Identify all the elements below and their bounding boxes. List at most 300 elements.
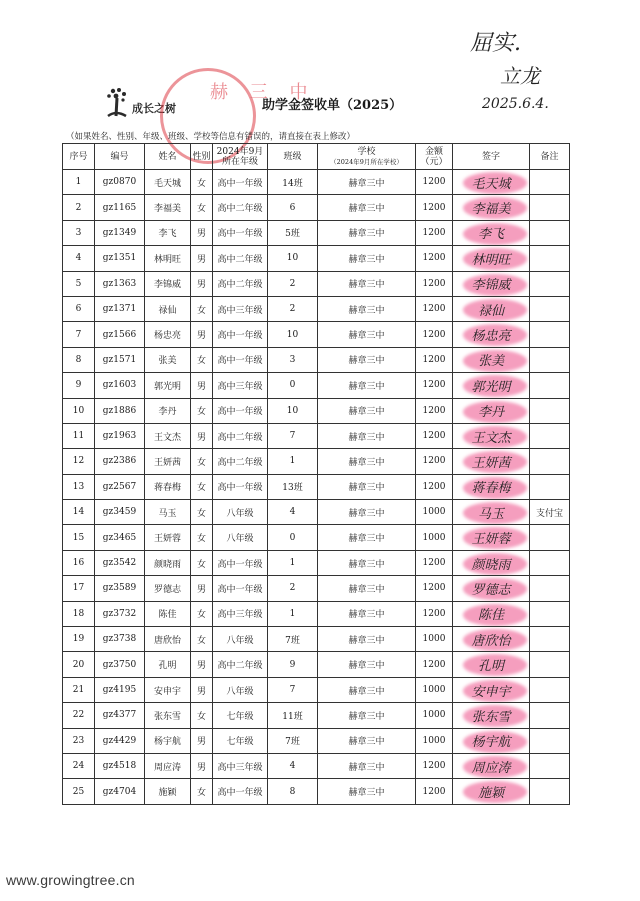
cell-class: 4 [268, 500, 318, 525]
header-school-bottom: （2024年9月所在学校） [330, 157, 403, 166]
signature-cell [453, 474, 530, 499]
cell-name: 王妍茜 [145, 449, 191, 474]
cell-remark [530, 550, 570, 575]
cell-gender: 女 [191, 525, 213, 550]
cell-gender: 男 [191, 677, 213, 702]
cell-school: 赫章三中 [318, 220, 416, 245]
cell-gender: 男 [191, 423, 213, 448]
signature-cell [453, 500, 530, 525]
cell-grade: 八年级 [213, 627, 268, 652]
cell-gender: 女 [191, 195, 213, 220]
cell-remark [530, 728, 570, 753]
cell-no: 3 [63, 220, 95, 245]
cell-name: 安申宇 [145, 677, 191, 702]
table-row [63, 728, 570, 753]
cell-grade: 七年级 [213, 703, 268, 728]
cell-gender: 女 [191, 500, 213, 525]
table-row [63, 753, 570, 778]
cell-remark [530, 753, 570, 778]
cell-remark [530, 449, 570, 474]
handwritten-signature: 王妍茜 [471, 455, 511, 471]
cell-amount: 1200 [416, 296, 453, 321]
cell-remark [530, 703, 570, 728]
handwritten-signature: 罗德志 [471, 582, 511, 598]
cell-grade: 高中三年级 [213, 601, 268, 626]
cell-school: 赫章三中 [318, 322, 416, 347]
cell-amount: 1200 [416, 652, 453, 677]
cell-remark [530, 779, 570, 804]
cell-gender: 女 [191, 347, 213, 372]
cell-amount: 1000 [416, 703, 453, 728]
cell-class: 7班 [268, 728, 318, 753]
handwritten-signature: 颜晓雨 [471, 557, 511, 573]
table-row [63, 246, 570, 271]
cell-no: 15 [63, 525, 95, 550]
cell-code: gz1886 [95, 398, 145, 423]
cell-name: 陈佳 [145, 601, 191, 626]
cell-school: 赫章三中 [318, 652, 416, 677]
header-amount-bottom: （元） [420, 156, 448, 167]
cell-name: 李福美 [145, 195, 191, 220]
cell-amount: 1200 [416, 220, 453, 245]
cell-remark [530, 652, 570, 677]
cell-class: 2 [268, 271, 318, 296]
cell-gender: 女 [191, 296, 213, 321]
cell-code: gz4377 [95, 703, 145, 728]
handwritten-signature: 王妍蓉 [471, 532, 511, 548]
cell-grade: 高中三年级 [213, 373, 268, 398]
cell-amount: 1000 [416, 525, 453, 550]
cell-code: gz1963 [95, 423, 145, 448]
table-row [63, 500, 570, 525]
cell-grade: 高中一年级 [213, 779, 268, 804]
table-row [63, 652, 570, 677]
cell-code: gz3542 [95, 550, 145, 575]
cell-no: 1 [63, 170, 95, 195]
cell-amount: 1200 [416, 322, 453, 347]
handwritten-signature: 禄仙 [477, 303, 504, 319]
signature-cell [453, 373, 530, 398]
cell-remark [530, 677, 570, 702]
cell-school: 赫章三中 [318, 550, 416, 575]
handwritten-signature: 马玉 [477, 506, 504, 522]
cell-code: gz1363 [95, 271, 145, 296]
cell-name: 林明旺 [145, 246, 191, 271]
handwritten-signature: 杨忠亮 [471, 329, 511, 345]
cell-name: 杨宇航 [145, 728, 191, 753]
table-row [63, 474, 570, 499]
cell-code: gz3732 [95, 601, 145, 626]
cell-code: gz1566 [95, 322, 145, 347]
cell-amount: 1200 [416, 170, 453, 195]
cell-no: 17 [63, 576, 95, 601]
cell-school: 赫章三中 [318, 449, 416, 474]
cell-name: 杨忠亮 [145, 322, 191, 347]
cell-grade: 高中三年级 [213, 753, 268, 778]
cell-school: 赫章三中 [318, 423, 416, 448]
cell-school: 赫章三中 [318, 347, 416, 372]
signature-cell [453, 753, 530, 778]
cell-remark [530, 601, 570, 626]
cell-code: gz1165 [95, 195, 145, 220]
cell-amount: 1200 [416, 271, 453, 296]
table-row [63, 170, 570, 195]
handwritten-signature: 张美 [477, 354, 504, 370]
header-class: 班级 [268, 144, 318, 170]
cell-class: 10 [268, 246, 318, 271]
cell-class: 2 [268, 576, 318, 601]
signature-cell [453, 728, 530, 753]
header-gender: 性别 [191, 144, 213, 170]
cell-code: gz4195 [95, 677, 145, 702]
table-row [63, 601, 570, 626]
cell-school: 赫章三中 [318, 525, 416, 550]
cell-school: 赫章三中 [318, 576, 416, 601]
cell-code: gz3750 [95, 652, 145, 677]
signature-cell [453, 398, 530, 423]
cell-grade: 高中一年级 [213, 474, 268, 499]
table-row [63, 296, 570, 321]
header-grade-bottom: 所在年级 [221, 156, 258, 167]
cell-remark [530, 525, 570, 550]
cell-name: 王文杰 [145, 423, 191, 448]
cell-grade: 高中一年级 [213, 170, 268, 195]
signature-cell [453, 601, 530, 626]
cell-amount: 1200 [416, 423, 453, 448]
cell-gender: 男 [191, 373, 213, 398]
cell-name: 李丹 [145, 398, 191, 423]
cell-grade: 高中一年级 [213, 550, 268, 575]
cell-grade: 高中一年级 [213, 347, 268, 372]
table-row [63, 347, 570, 372]
cell-amount: 1000 [416, 728, 453, 753]
cell-class: 7 [268, 677, 318, 702]
official-seal-text: 赫 三 中 [210, 82, 316, 103]
cell-remark [530, 373, 570, 398]
table-row [63, 322, 570, 347]
cell-remark [530, 474, 570, 499]
cell-code: gz1603 [95, 373, 145, 398]
cell-amount: 1000 [416, 677, 453, 702]
cell-school: 赫章三中 [318, 373, 416, 398]
cell-gender: 女 [191, 170, 213, 195]
header-no: 序号 [63, 144, 95, 170]
cell-school: 赫章三中 [318, 246, 416, 271]
instruction-text: （如果姓名、性别、年级、班级、学校等信息有错误的，请直接在表上修改） [66, 132, 356, 142]
cell-code: gz1571 [95, 347, 145, 372]
cell-no: 24 [63, 753, 95, 778]
handwritten-signature: 王文杰 [471, 430, 511, 446]
cell-class: 3 [268, 347, 318, 372]
signature-cell [453, 246, 530, 271]
cell-gender: 女 [191, 779, 213, 804]
signature-cell [453, 220, 530, 245]
cell-school: 赫章三中 [318, 779, 416, 804]
cell-code: gz3738 [95, 627, 145, 652]
table-row [63, 576, 570, 601]
cell-name: 李飞 [145, 220, 191, 245]
cell-amount: 1000 [416, 500, 453, 525]
cell-no: 21 [63, 677, 95, 702]
cell-class: 7班 [268, 627, 318, 652]
cell-grade: 七年级 [213, 728, 268, 753]
table-row [63, 525, 570, 550]
handwritten-signature: 唐欣怡 [471, 633, 511, 649]
cell-remark: 支付宝 [530, 500, 570, 525]
cell-gender: 女 [191, 550, 213, 575]
cell-amount: 1200 [416, 753, 453, 778]
cell-name: 蒋春梅 [145, 474, 191, 499]
cell-class: 0 [268, 525, 318, 550]
document-title: 助学金签收单（2025） [262, 98, 403, 113]
cell-no: 13 [63, 474, 95, 499]
cell-gender: 男 [191, 576, 213, 601]
cell-no: 23 [63, 728, 95, 753]
handwritten-signature: 陈佳 [477, 608, 504, 624]
cell-remark [530, 296, 570, 321]
signature-cell [453, 170, 530, 195]
cell-name: 毛天城 [145, 170, 191, 195]
table-header-row [63, 144, 570, 170]
handwritten-signature: 林明旺 [471, 252, 511, 268]
signature-cell [453, 423, 530, 448]
cell-no: 5 [63, 271, 95, 296]
cell-gender: 女 [191, 398, 213, 423]
cell-amount: 1200 [416, 576, 453, 601]
cell-name: 禄仙 [145, 296, 191, 321]
table-row [63, 220, 570, 245]
handwritten-signature: 蒋春梅 [471, 481, 511, 497]
cell-gender: 女 [191, 627, 213, 652]
receipt-table [62, 143, 570, 805]
cell-school: 赫章三中 [318, 271, 416, 296]
table-body [63, 170, 570, 805]
signature-cell [453, 347, 530, 372]
cell-amount: 1200 [416, 449, 453, 474]
cell-remark [530, 170, 570, 195]
cell-amount: 1200 [416, 474, 453, 499]
handwritten-signature: 李福美 [471, 202, 511, 218]
cell-class: 10 [268, 322, 318, 347]
cell-name: 施颖 [145, 779, 191, 804]
cell-no: 22 [63, 703, 95, 728]
header-school-top: 学校 [357, 146, 376, 157]
handwritten-signature: 李丹 [477, 405, 504, 421]
table-row [63, 449, 570, 474]
signature-cell [453, 525, 530, 550]
cell-gender: 男 [191, 220, 213, 245]
cell-grade: 八年级 [213, 525, 268, 550]
cell-code: gz3465 [95, 525, 145, 550]
cell-no: 20 [63, 652, 95, 677]
cell-name: 唐欣怡 [145, 627, 191, 652]
cell-amount: 1200 [416, 373, 453, 398]
cell-class: 14班 [268, 170, 318, 195]
cell-name: 周应涛 [145, 753, 191, 778]
cell-gender: 男 [191, 728, 213, 753]
cell-school: 赫章三中 [318, 601, 416, 626]
cell-grade: 高中三年级 [213, 296, 268, 321]
cell-grade: 高中二年级 [213, 271, 268, 296]
cell-name: 张美 [145, 347, 191, 372]
tree-icon [104, 86, 130, 120]
cell-code: gz2567 [95, 474, 145, 499]
handwritten-signature: 周应涛 [471, 760, 511, 776]
table-row [63, 195, 570, 220]
cell-school: 赫章三中 [318, 170, 416, 195]
cell-name: 孔明 [145, 652, 191, 677]
cell-remark [530, 398, 570, 423]
cell-grade: 高中一年级 [213, 576, 268, 601]
table-row [63, 550, 570, 575]
cell-amount: 1200 [416, 195, 453, 220]
cell-school: 赫章三中 [318, 728, 416, 753]
cell-code: gz4704 [95, 779, 145, 804]
cell-class: 0 [268, 373, 318, 398]
cell-grade: 高中二年级 [213, 195, 268, 220]
handwritten-signature: 安申宇 [471, 684, 511, 700]
cell-name: 马玉 [145, 500, 191, 525]
signature-cell [453, 677, 530, 702]
cell-school: 赫章三中 [318, 398, 416, 423]
handwritten-signature: 孔明 [477, 659, 504, 675]
cell-grade: 高中二年级 [213, 246, 268, 271]
cell-class: 9 [268, 652, 318, 677]
cell-code: gz1371 [95, 296, 145, 321]
cell-class: 1 [268, 601, 318, 626]
header-school [318, 144, 416, 170]
cell-class: 2 [268, 296, 318, 321]
handwritten-signature: 李飞 [477, 227, 504, 243]
table-row [63, 423, 570, 448]
cell-amount: 1000 [416, 627, 453, 652]
header-code: 编号 [95, 144, 145, 170]
signature-cell [453, 322, 530, 347]
handwritten-date: 2025.6.4. [482, 96, 549, 112]
footer-url: www.growingtree.cn [6, 872, 135, 888]
cell-remark [530, 195, 570, 220]
table-row [63, 398, 570, 423]
cell-no: 4 [63, 246, 95, 271]
cell-code: gz2386 [95, 449, 145, 474]
header-amount-top: 金额 [424, 146, 443, 157]
cell-no: 6 [63, 296, 95, 321]
cell-class: 11班 [268, 703, 318, 728]
cell-no: 8 [63, 347, 95, 372]
cell-gender: 男 [191, 753, 213, 778]
handwritten-signature: 施颖 [477, 786, 504, 802]
table-row [63, 779, 570, 804]
table-row [63, 703, 570, 728]
signature-cell [453, 627, 530, 652]
cell-class: 4 [268, 753, 318, 778]
table-row [63, 627, 570, 652]
cell-school: 赫章三中 [318, 296, 416, 321]
cell-code: gz4429 [95, 728, 145, 753]
cell-school: 赫章三中 [318, 627, 416, 652]
cell-amount: 1200 [416, 347, 453, 372]
table-row [63, 373, 570, 398]
cell-remark [530, 423, 570, 448]
cell-no: 9 [63, 373, 95, 398]
cell-amount: 1200 [416, 246, 453, 271]
handwritten-signature: 郭光明 [471, 379, 511, 395]
cell-code: gz1351 [95, 246, 145, 271]
cell-remark [530, 347, 570, 372]
cell-no: 25 [63, 779, 95, 804]
header-amount [416, 144, 453, 170]
cell-name: 罗德志 [145, 576, 191, 601]
cell-no: 2 [63, 195, 95, 220]
cell-class: 13班 [268, 474, 318, 499]
cell-name: 王妍蓉 [145, 525, 191, 550]
cell-grade: 高中一年级 [213, 220, 268, 245]
cell-code: gz1349 [95, 220, 145, 245]
cell-code: gz0870 [95, 170, 145, 195]
cell-code: gz3459 [95, 500, 145, 525]
cell-class: 1 [268, 550, 318, 575]
cell-no: 14 [63, 500, 95, 525]
cell-remark [530, 220, 570, 245]
handwritten-note-1: 屈实. [470, 31, 521, 56]
cell-school: 赫章三中 [318, 703, 416, 728]
table-row [63, 677, 570, 702]
header-grade-top: 2024年9月 [216, 146, 264, 157]
cell-remark [530, 271, 570, 296]
cell-remark [530, 246, 570, 271]
cell-school: 赫章三中 [318, 474, 416, 499]
cell-class: 7 [268, 423, 318, 448]
cell-no: 18 [63, 601, 95, 626]
cell-gender: 男 [191, 271, 213, 296]
cell-grade: 高中一年级 [213, 398, 268, 423]
cell-amount: 1200 [416, 779, 453, 804]
header-name: 姓名 [145, 144, 191, 170]
logo-text: 成长之树 [132, 102, 176, 115]
cell-amount: 1200 [416, 550, 453, 575]
handwritten-signature: 李锦威 [471, 278, 511, 294]
signature-cell [453, 703, 530, 728]
signature-cell [453, 779, 530, 804]
cell-gender: 男 [191, 322, 213, 347]
cell-gender: 女 [191, 474, 213, 499]
cell-no: 16 [63, 550, 95, 575]
cell-code: gz3589 [95, 576, 145, 601]
cell-amount: 1200 [416, 601, 453, 626]
signature-cell [453, 449, 530, 474]
cell-gender: 女 [191, 449, 213, 474]
cell-gender: 男 [191, 652, 213, 677]
cell-grade: 高中一年级 [213, 322, 268, 347]
signature-cell [453, 576, 530, 601]
signature-cell [453, 195, 530, 220]
cell-grade: 高中二年级 [213, 652, 268, 677]
cell-gender: 男 [191, 246, 213, 271]
cell-class: 5班 [268, 220, 318, 245]
cell-school: 赫章三中 [318, 753, 416, 778]
cell-name: 颜晓雨 [145, 550, 191, 575]
cell-grade: 高中二年级 [213, 449, 268, 474]
table-row [63, 271, 570, 296]
cell-school: 赫章三中 [318, 195, 416, 220]
cell-no: 12 [63, 449, 95, 474]
signature-cell [453, 550, 530, 575]
signature-cell [453, 296, 530, 321]
header-grade [213, 144, 268, 170]
cell-code: gz4518 [95, 753, 145, 778]
cell-remark [530, 322, 570, 347]
cell-class: 10 [268, 398, 318, 423]
